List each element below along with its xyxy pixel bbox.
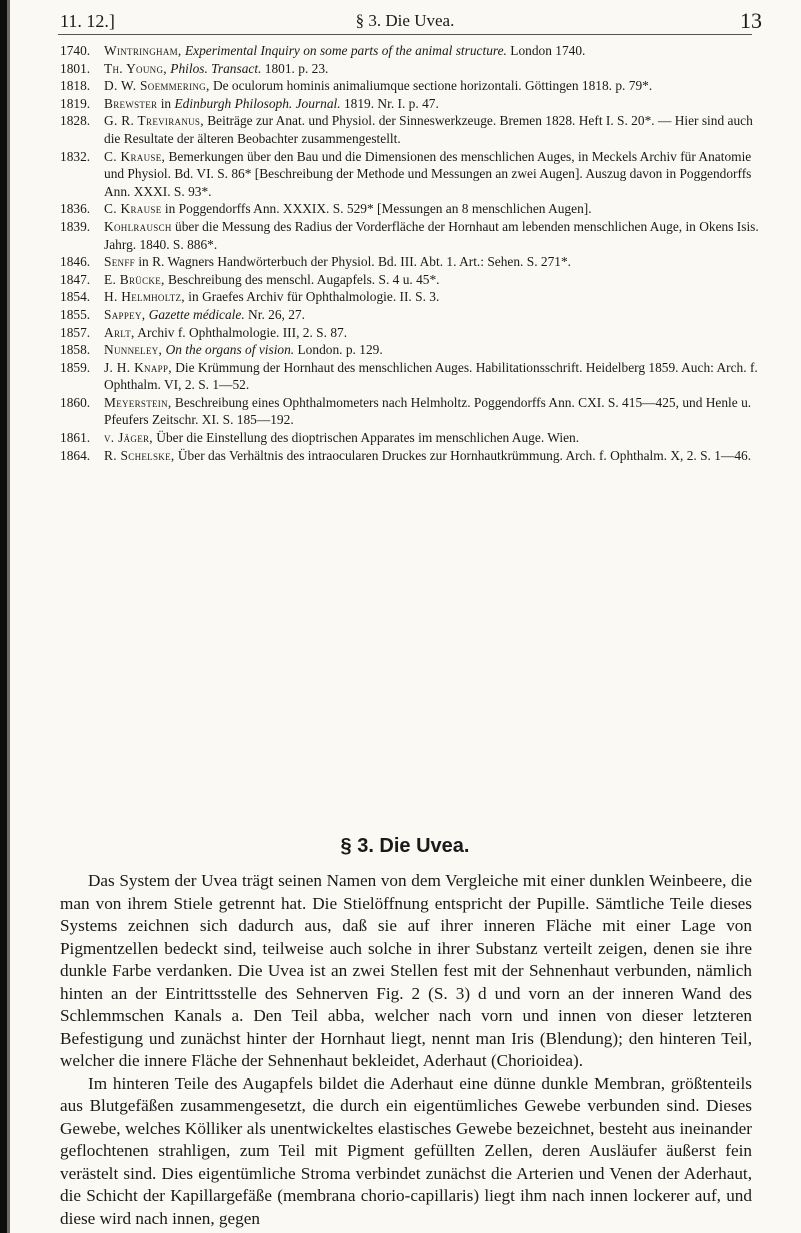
- reference-year: 1855.: [60, 306, 91, 322]
- reference-text: Beiträge zur Anat. und Physiol. der Sinneswerkzeuge. Bremen 1828. Heft I. S. 20*. — Hier sind auch die Resultate der älteren Beobachter zusammengestellt.: [104, 113, 753, 146]
- reference-year: 1801.: [60, 60, 91, 76]
- reference-body: [104, 112, 760, 147]
- reference-title: Philos. Transact.: [170, 60, 262, 76]
- reference-entry: [60, 359, 760, 394]
- reference-body: [104, 60, 760, 78]
- reference-entry: [60, 324, 760, 342]
- reference-rest: London 1740.: [506, 43, 586, 58]
- reference-text: in Poggendorffs Ann. XXXIX. S. 529* [Messungen an 8 menschlichen Augen].: [161, 201, 592, 217]
- reference-body: [104, 359, 760, 394]
- reference-body: [104, 218, 760, 253]
- reference-title: Edinburgh Philosoph. Journal.: [174, 95, 341, 111]
- reference-rest: Nr. 26, 27.: [244, 306, 305, 322]
- reference-author: v. Jäger,: [104, 430, 153, 446]
- reference-entry: [60, 429, 760, 447]
- reference-author: C. Krause,: [104, 148, 166, 164]
- binding-shadow: [0, 0, 7, 1233]
- reference-body: [104, 324, 760, 342]
- reference-text: Beschreibung des menschl. Augapfels. S. 4 u. 45*.: [164, 271, 440, 287]
- reference-author: G. R. Treviranus,: [104, 113, 204, 129]
- reference-author: E. Brücke,: [104, 271, 165, 287]
- reference-text: Bemerkungen über den Bau und die Dimensionen des menschlichen Auges, in Meckels Archiv für Anatomie und Physiol. Bd. VI. S. 86* [Beschreibung der Methode und Messungen an zwei Augen]. Auszug davon in Poggendorffs Ann. XXXI. S. 93*.: [104, 148, 752, 199]
- running-header: [60, 6, 762, 36]
- reference-text: in R. Wagners Handwörterbuch der Physiol. Bd. III. Abt. 1. Art.: Sehen. S. 271*.: [134, 254, 572, 270]
- reference-text: über die Messung des Radius der Vorderfläche der Hornhaut am lebenden menschlichen Auge, in Okens Isis. Jahrg. 1840. S. 886*.: [104, 218, 759, 252]
- reference-body: [104, 77, 760, 95]
- reference-author: R. Schelske,: [104, 447, 175, 463]
- reference-body: [104, 394, 760, 429]
- reference-title: On the organs of vision.: [165, 342, 295, 358]
- reference-year: 1847.: [60, 271, 91, 287]
- reference-body: [104, 42, 760, 60]
- reference-entry: [60, 394, 760, 429]
- reference-year: 1839.: [60, 218, 91, 234]
- paragraph-2: Im hinteren Teile des Augapfels bildet die Aderhaut eine dünne dunkle Membran, größtenteils aus Blutgefäßen zusammengesetzt, die durch ein eigentümliches Gewebe verbunden sind. Dieses Gewebe, welches Kölliker als unentwickeltes elastisches Gewebe bezeichnet, besteht aus ineinander geflochtenen strahligen, zum Teil mit Pigment gefüllten Zellen, deren Ausläufer äußerst fein verästelt sind. Dies eigentümliche Stroma verbindet zunächst die Arterien und Venen der Aderhaut, die Schicht der Kapillargefäße (membrana chorio-capillaris) liegt ihm nach innen lockerer auf, und diese wird nach innen, gegen: [60, 1073, 752, 1228]
- reference-year: 1864.: [60, 447, 91, 463]
- reference-body: [104, 95, 760, 113]
- reference-author: Wintringham,: [104, 43, 182, 58]
- reference-year: 1828.: [60, 113, 91, 129]
- reference-entry: [60, 77, 760, 95]
- reference-rest: London. p. 129.: [294, 342, 383, 358]
- reference-entry: [60, 447, 760, 465]
- reference-author: Senff: [104, 254, 135, 270]
- reference-year: 1857.: [60, 324, 91, 340]
- reference-title: Gazette médicale.: [148, 306, 245, 322]
- reference-body: [104, 148, 760, 201]
- reference-entry: [60, 42, 760, 60]
- reference-author: Brewster: [104, 95, 158, 111]
- reference-body: [104, 200, 760, 218]
- reference-author: Kohlrausch: [104, 218, 172, 234]
- section-heading: § 3. Die Uvea.: [340, 835, 470, 857]
- reference-author: Meyerstein,: [104, 394, 172, 410]
- reference-body: [104, 306, 760, 324]
- reference-entry: [60, 306, 760, 324]
- reference-author: Arlt,: [104, 324, 135, 340]
- page-number: 13: [740, 8, 762, 33]
- reference-year: 1818.: [60, 78, 91, 94]
- binding-edge: [7, 0, 10, 1233]
- reference-text: in Graefes Archiv für Ophthalmologie. II. S. 3.: [184, 289, 440, 305]
- reference-body: [104, 429, 760, 447]
- reference-body: [104, 447, 760, 465]
- reference-entry: [60, 288, 760, 306]
- reference-author: D. W. Soemmering,: [104, 78, 210, 94]
- reference-list: [60, 42, 760, 464]
- reference-author: C. Krause: [104, 201, 162, 217]
- reference-year: 1832.: [60, 148, 91, 164]
- header-title: § 3. Die Uvea.: [355, 11, 455, 30]
- reference-entry: [60, 112, 760, 147]
- reference-text: Die Krümmung der Hornhaut des menschlichen Auges. Habilitationsschrift. Heidelberg 1859. Auch: Arch. f. Ophthalm. VI, 2. S. 1—52.: [104, 359, 758, 393]
- reference-text: Beschreibung eines Ophthalmometers nach Helmholtz. Poggendorffs Ann. CXI. S. 415—425, und Henle u. Pfeufers Zeitschr. XI. S. 185—192.: [104, 394, 752, 428]
- reference-text: Über die Einstellung des dioptrischen Apparates im menschlichen Auge. Wien.: [152, 430, 580, 446]
- reference-entry: [60, 253, 760, 271]
- reference-rest: 1819. Nr. I. p. 47.: [340, 95, 439, 111]
- reference-entry: [60, 218, 760, 253]
- reference-title: Experimental Inquiry on some parts of the animal structure.: [184, 43, 507, 58]
- reference-entry: [60, 95, 760, 113]
- reference-text: Über das Verhältnis des intraocularen Druckes zur Hornhautkrümmung. Arch. f. Ophthalm. X, 2. S. 1—46.: [174, 447, 752, 463]
- paragraph-1: Das System der Uvea trägt seinen Namen von dem Vergleiche mit einer dunklen Weinbeere, die man von ihrem Stiele getrennt hat. Die Stielöffnung entspricht der Pupille. Sämtliche Teile dieses Systems zeichnen sich dadurch aus, daß sie auf ihrer inneren Fläche mit einer Lage von Pigmentzellen bedeckt sind, teilweise auch solche in ihrer Substanz verteilt zeigen, denen sie ihre dunkle Farbe verdanken. Die Uvea ist an zwei Stellen fest mit der Sehnenhaut verbunden, nämlich hinten an der Eintrittsstelle des Sehnerven Fig. 2 (S. 3) d und vorn an der inneren Wand des Schlemmschen Kanals a. Den Teil abba, welcher nach vorn und innen von dieser letzteren Befestigung und zunächst hinter der Hornhaut liegt, nennt man Iris (Blendung); den hinteren Teil, welcher die innere Fläche der Sehnenhaut bekleidet, Aderhaut (Chorioidea).: [60, 871, 752, 1070]
- reference-author: J. H. Knapp,: [104, 359, 172, 375]
- reference-author: Sappey,: [104, 306, 146, 322]
- reference-text: Archiv f. Ophthalmologie. III, 2. S. 87.: [134, 324, 348, 340]
- reference-year: 1740.: [60, 43, 91, 58]
- reference-entry: [60, 341, 760, 359]
- reference-text: De oculorum hominis animaliumque sectione horizontali. Göttingen 1818. p. 79*.: [209, 78, 653, 94]
- reference-year: 1819.: [60, 95, 91, 111]
- header-section-ref: 11. 12.]: [60, 11, 115, 31]
- reference-author: H. Helmholtz,: [104, 289, 185, 305]
- header-rule: [58, 34, 752, 35]
- reference-year: 1861.: [60, 430, 91, 446]
- reference-year: 1858.: [60, 342, 91, 358]
- reference-body: [104, 253, 760, 271]
- section-body: [60, 870, 752, 1230]
- reference-author: Th. Young,: [104, 60, 167, 76]
- reference-year: 1854.: [60, 289, 91, 305]
- reference-year: 1859.: [60, 359, 91, 375]
- reference-body: [104, 341, 760, 359]
- reference-entry: [60, 60, 760, 78]
- reference-body: [104, 288, 760, 306]
- reference-year: 1860.: [60, 394, 91, 410]
- reference-rest: 1801. p. 23.: [261, 60, 329, 76]
- reference-entry: [60, 148, 760, 201]
- reference-year: 1836.: [60, 201, 91, 217]
- reference-body: [104, 271, 760, 289]
- reference-author: Nunneley,: [104, 342, 163, 358]
- reference-text: in: [157, 95, 175, 111]
- reference-year: 1846.: [60, 254, 91, 270]
- reference-entry: [60, 200, 760, 218]
- reference-entry: [60, 271, 760, 289]
